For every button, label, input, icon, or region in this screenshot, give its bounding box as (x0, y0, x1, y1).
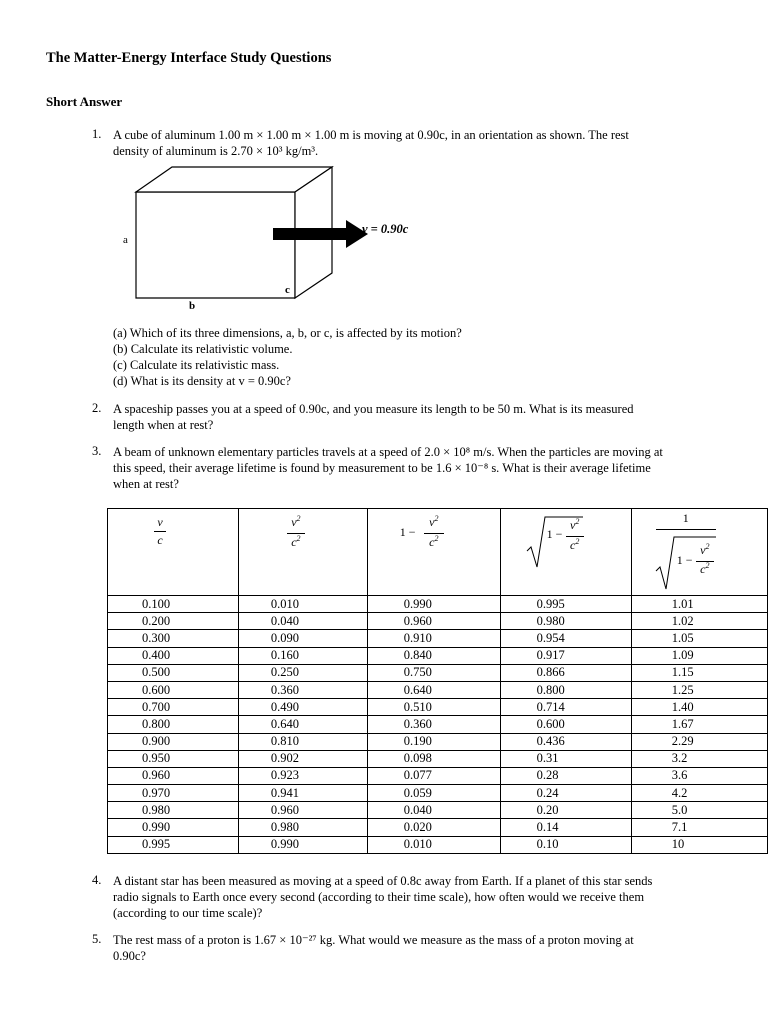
table-cell: 0.980 (500, 613, 631, 630)
table-row (108, 802, 768, 819)
table-cell: 0.360 (238, 681, 367, 698)
table-cell: 0.14 (500, 819, 631, 836)
question-5-line-1: The rest mass of a proton is 1.67 × 10⁻²⁷ kg. What would we measure as the mass of a proton moving at (113, 933, 634, 947)
table-cell: 1.09 (631, 647, 767, 664)
table-row (108, 613, 768, 630)
table-cell: 0.400 (108, 647, 239, 664)
table-row (108, 596, 768, 613)
table-cell: 0.190 (367, 733, 500, 750)
table-cell: 1.67 (631, 716, 767, 733)
table-cell: 0.840 (367, 647, 500, 664)
table-cell: 0.970 (108, 785, 239, 802)
question-4-line-1: A distant star has been measured as moving at a speed of 0.8c away from Earth. If a planet of this star sends (113, 874, 653, 888)
table-cell: 0.866 (500, 664, 631, 681)
header-sqrt: 1 − $v^2$ $c^2$ (500, 509, 631, 596)
table-cell: 0.250 (238, 664, 367, 681)
table-cell: 0.10 (500, 836, 631, 853)
table-row (108, 836, 768, 853)
table-cell: 0.640 (367, 681, 500, 698)
table-cell: 0.040 (238, 613, 367, 630)
velocity-label: v = 0.90c (362, 222, 409, 236)
table-cell: 0.990 (367, 596, 500, 613)
table-cell: 3.6 (631, 767, 767, 784)
question-5-number: 5. (92, 932, 102, 946)
table-cell: 0.160 (238, 647, 367, 664)
table-cell: 0.990 (108, 819, 239, 836)
table-cell: 1.02 (631, 613, 767, 630)
question-3-line-3: when at rest? (113, 477, 179, 491)
table-cell: 0.600 (108, 681, 239, 698)
table-cell: 0.098 (367, 750, 500, 767)
relativity-table (107, 508, 768, 854)
table-cell: 1.40 (631, 699, 767, 716)
question-4-line-2: radio signals to Earth once every second (according to their time scale), how often would we receive them (113, 890, 645, 904)
table-row (108, 785, 768, 802)
table-cell: 0.077 (367, 767, 500, 784)
question-1-part-d: (d) What is its density at v = 0.90c? (113, 374, 291, 388)
table-cell: 0.28 (500, 767, 631, 784)
table-cell: 0.800 (500, 681, 631, 698)
table-cell: 0.24 (500, 785, 631, 802)
table-row (108, 819, 768, 836)
header-one-minus: 1 − $v^2$ $c^2$ (367, 509, 500, 596)
table-row (108, 681, 768, 698)
table-cell: 0.436 (500, 733, 631, 750)
question-3-line-1: A beam of unknown elementary particles travels at a speed of 2.0 × 10⁸ m/s. When the particles are moving at (113, 445, 663, 459)
table-cell: 0.917 (500, 647, 631, 664)
question-2-line-1: A spaceship passes you at a speed of 0.90c, and you measure its length to be 50 m. What is its measured (113, 402, 634, 416)
table-cell: 0.100 (108, 596, 239, 613)
table-cell: 0.040 (367, 802, 500, 819)
table-cell: 3.2 (631, 750, 767, 767)
table-row (108, 716, 768, 733)
table-cell: 0.500 (108, 664, 239, 681)
table-header-row (108, 509, 768, 596)
question-3-line-2: this speed, their average lifetime is found by measurement to be 1.6 × 10⁻⁸ s. What is their average lifetime (113, 461, 651, 475)
table-cell: 0.300 (108, 630, 239, 647)
table-cell: 0.941 (238, 785, 367, 802)
table-cell: 0.800 (108, 716, 239, 733)
label-b: b (189, 300, 196, 312)
table-row (108, 647, 768, 664)
table-cell: 0.910 (367, 630, 500, 647)
table-cell: 0.090 (238, 630, 367, 647)
question-5-line-2: 0.90c? (113, 949, 146, 963)
table-cell: 0.980 (238, 819, 367, 836)
label-c: c (285, 284, 290, 296)
question-1-part-b: (b) Calculate its relativistic volume. (113, 342, 293, 356)
table-cell: 1.25 (631, 681, 767, 698)
table-cell: 0.200 (108, 613, 239, 630)
table-cell: 0.31 (500, 750, 631, 767)
section-heading: Short Answer (46, 94, 123, 109)
table-cell: 5.0 (631, 802, 767, 819)
table-cell: 1.05 (631, 630, 767, 647)
label-a: a (123, 234, 128, 246)
table-row (108, 750, 768, 767)
table-row (108, 699, 768, 716)
table-cell: 0.020 (367, 819, 500, 836)
table-cell: 1.01 (631, 596, 767, 613)
header-v-over-c: v c (108, 509, 239, 596)
table-cell: 0.700 (108, 699, 239, 716)
table-cell: 0.954 (500, 630, 631, 647)
question-2-line-2: length when at rest? (113, 418, 214, 432)
table-cell: 0.960 (108, 767, 239, 784)
question-1-part-c: (c) Calculate its relativistic mass. (113, 358, 280, 372)
cube-figure (112, 160, 432, 320)
table-row (108, 733, 768, 750)
table-cell: 0.950 (108, 750, 239, 767)
table-cell: 2.29 (631, 733, 767, 750)
table-cell: 0.640 (238, 716, 367, 733)
table-cell: 0.980 (108, 802, 239, 819)
table-cell: 0.510 (367, 699, 500, 716)
table-cell: 0.995 (108, 836, 239, 853)
table-cell: 0.750 (367, 664, 500, 681)
table-cell: 4.2 (631, 785, 767, 802)
table-cell: 0.360 (367, 716, 500, 733)
table-cell: 0.902 (238, 750, 367, 767)
question-1-part-a: (a) Which of its three dimensions, a, b, or c, is affected by its motion? (113, 326, 462, 340)
table-cell: 0.20 (500, 802, 631, 819)
table-cell: 0.810 (238, 733, 367, 750)
table-row (108, 630, 768, 647)
table-cell: 0.714 (500, 699, 631, 716)
table-cell: 10 (631, 836, 767, 853)
table-cell: 0.960 (367, 613, 500, 630)
table-row (108, 664, 768, 681)
table-cell: 0.010 (367, 836, 500, 853)
question-2-number: 2. (92, 401, 102, 415)
table-cell: 0.600 (500, 716, 631, 733)
table-cell: 0.900 (108, 733, 239, 750)
table-cell: 1.15 (631, 664, 767, 681)
table-cell: 0.923 (238, 767, 367, 784)
question-3-number: 3. (92, 444, 102, 458)
header-v2-over-c2: $v^2$ $c^2$ (238, 509, 367, 596)
question-4-line-3: (according to our time scale)? (113, 906, 263, 920)
question-4-number: 4. (92, 873, 102, 887)
table-cell: 0.059 (367, 785, 500, 802)
question-1-line-1: A cube of aluminum 1.00 m × 1.00 m × 1.00 m is moving at 0.90c, in an orientation as shown. The rest (113, 128, 629, 142)
table-cell: 0.010 (238, 596, 367, 613)
question-1-number: 1. (92, 127, 102, 141)
table-cell: 0.490 (238, 699, 367, 716)
table-cell: 0.995 (500, 596, 631, 613)
table-row (108, 767, 768, 784)
header-gamma: 1 1 − $v^2$ $c^2$ (631, 509, 767, 596)
question-1-line-2: density of aluminum is 2.70 × 10³ kg/m³. (113, 144, 319, 158)
table-cell: 7.1 (631, 819, 767, 836)
table-cell: 0.990 (238, 836, 367, 853)
page-title: The Matter-Energy Interface Study Questions (46, 50, 332, 66)
table-cell: 0.960 (238, 802, 367, 819)
